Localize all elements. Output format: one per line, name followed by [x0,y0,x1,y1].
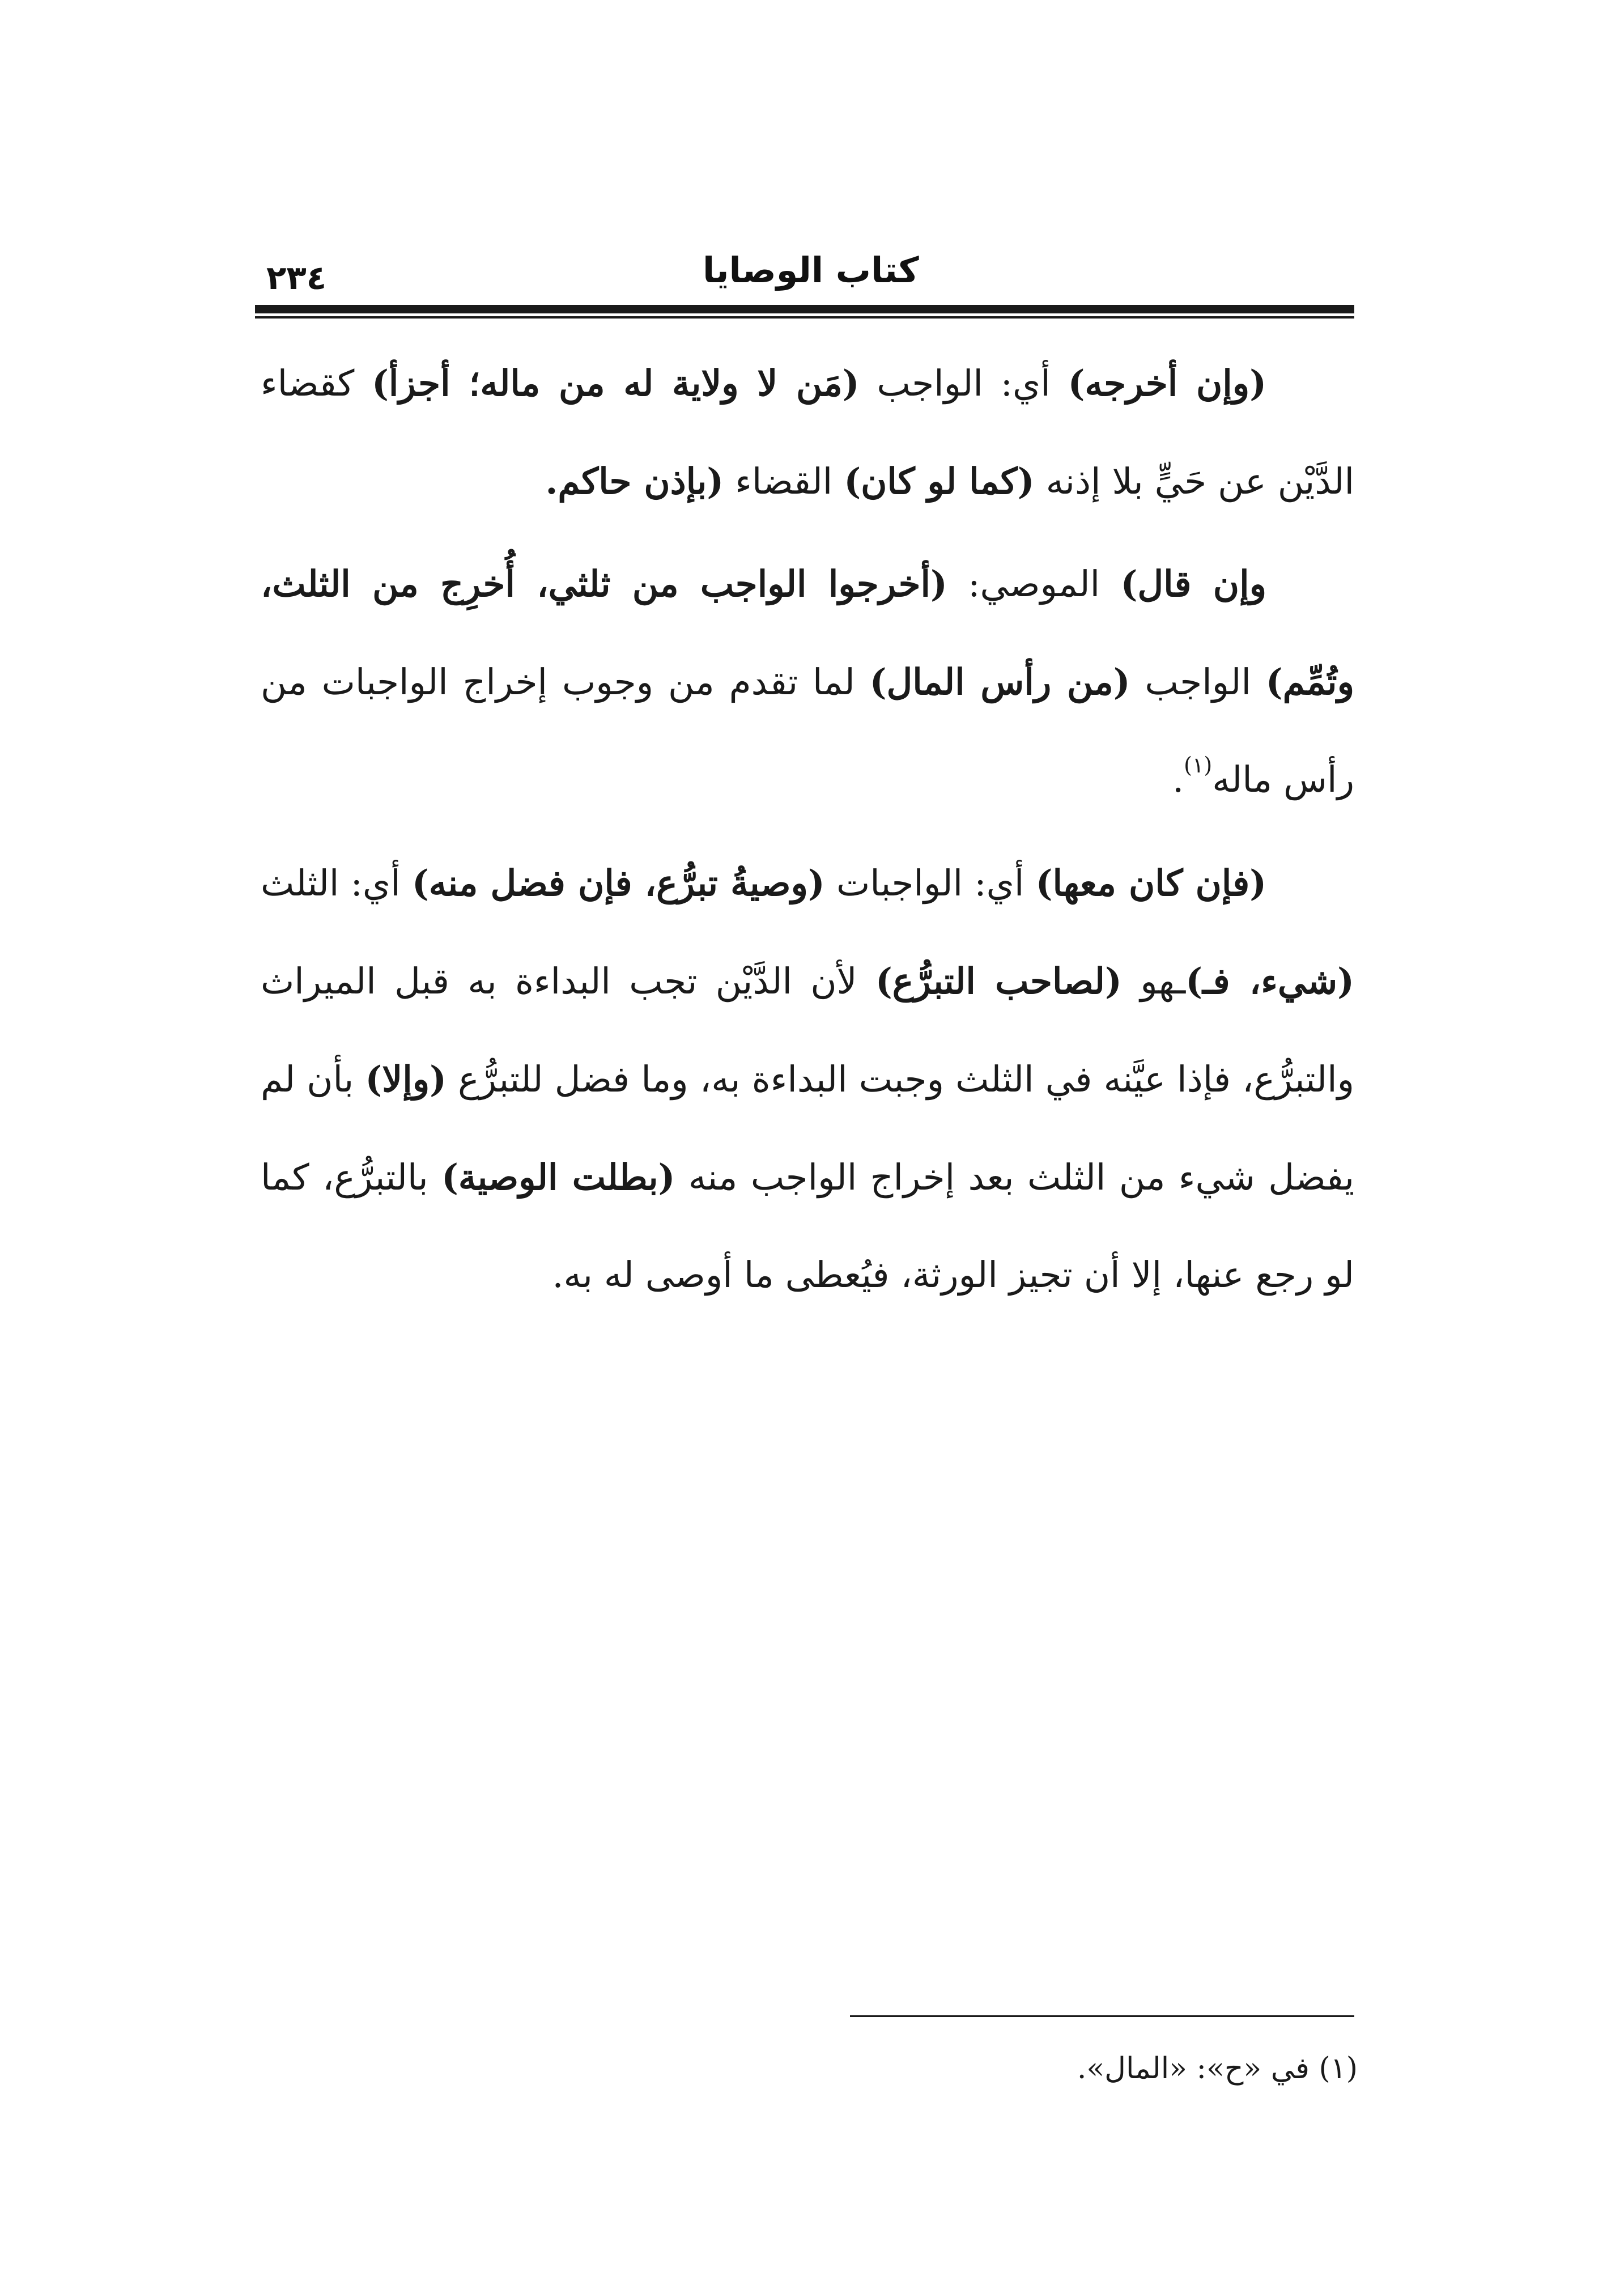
header-rule-thick [255,305,1354,313]
page-number: ٢٣٤ [266,258,327,297]
sharh-text: لما تقدم من وجوب إخراج الواجبات من رأس ماله [261,661,1354,800]
footnote [1077,2052,1358,2086]
matn-text: (وصيةُ تبرُّع، فإن فضل منه) [411,862,825,904]
matn-text: (من رأس المال) [869,661,1130,703]
matn-text: (أخرجوا الواجب من ثلثي، أُخرِج من الثلث، وتُمِّم) [261,563,1354,703]
paragraph-3 [261,834,1354,1324]
header-rule-thin [255,316,1354,319]
book-title: كتاب الوصايا [703,249,919,291]
matn-text: (مَن لا ولاية له من ماله؛ أجزأ) [372,362,860,404]
footnote-text: في «ح»: «المال». [1077,2052,1310,2086]
sharh-text: . [1172,759,1184,800]
sharh-text: لأن الدَّيْن تجب البداءة به قبل الميراث والتبرُّع، فإذا عيَّنه في الثلث وجبت البداءة به، وما فضل للتبرُّع [261,961,1354,1100]
matn-text: (وإن أخرجه) [1068,362,1267,404]
matn-text: (لصاحب التبرُّع) [875,960,1122,1002]
matn-text: (فإن كان معها) [1035,862,1267,904]
sharh-text: الموصي: [947,563,1121,605]
sharh-text: بأن لم يفضل شيء من الثلث بعد إخراج الواجب منه [261,1059,1355,1198]
main-text [261,334,1354,1324]
footnote-reference[interactable]: (١) [1184,752,1213,778]
running-header [255,215,1354,317]
paragraph-2 [261,535,1354,829]
sharh-text: الواجب [1130,661,1266,703]
sharh-text: كقضاء الدَّيْن عن حَيٍّ بلا إذنه [261,363,1354,502]
matn-text: (بطلت الوصية) [441,1156,675,1198]
sharh-text: القضاء [724,461,844,502]
sharh-text: أي: الواجب [859,363,1068,404]
sharh-text: أي: الواجبات [824,863,1036,904]
matn-text: وإن قال) [1120,563,1266,605]
footnote-separator [850,2015,1354,2017]
matn-text: (وإلا) [365,1058,447,1100]
sharh-text: ـهو [1121,961,1186,1002]
footnote-marker: (١) [1319,2052,1358,2086]
matn-text: (بإذن حاكم. [545,460,724,502]
matn-text: (كما لو كان) [844,460,1035,502]
paragraph-1 [261,334,1354,530]
sharh-text: أي: الثلث [261,863,412,904]
sharh-text: بالتبرُّع، كما لو رجع عنها، إلا أن تجيز الورثة، فيُعطى ما أوصى له به. [261,1157,1354,1296]
matn-text: (شيء، فـ) [1185,960,1354,1002]
